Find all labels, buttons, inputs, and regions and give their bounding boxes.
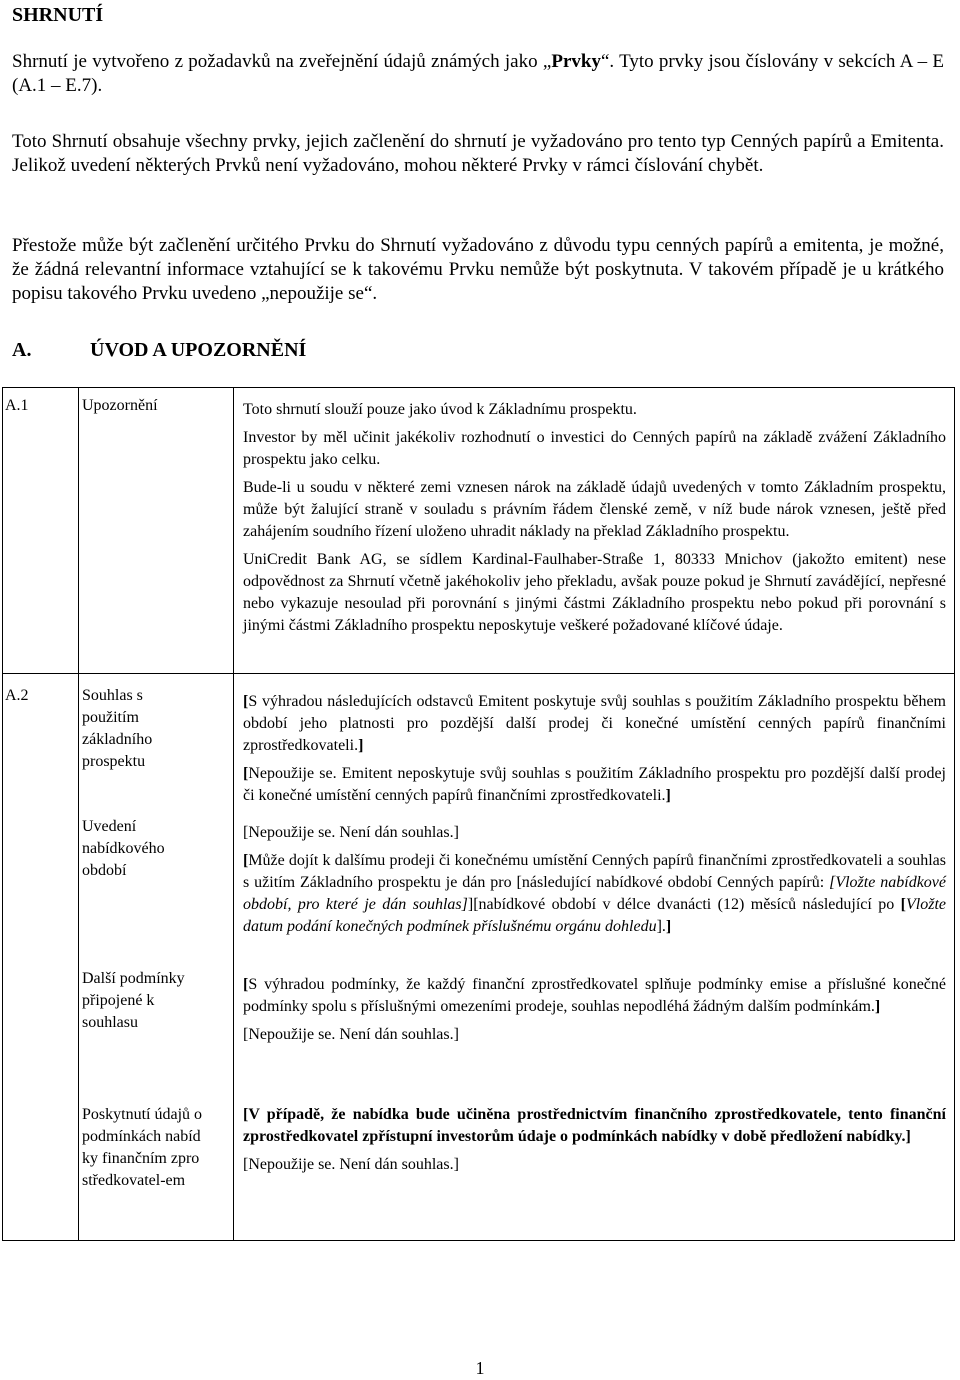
intro-text-cont: “. Tyto prvky jsou číslovány v sekcích A – E (A.1 – E.7). [12,51,944,96]
bold-statement: [V případě, že nabídka bude učiněna prostřednictvím finančního zprostředkovatele, tento finanční zprostředkovatel zpřístupní investorům údaje o podmínkách nabídky v době předložení nabídky.] [243,1106,946,1145]
bracket-text: S výhradou následujících odstavců Emitent poskytuje svůj souhlas s použitím Základního prospektu během období jeho platnosti pro pozdější další prodej či konečné umístění cenných papírů finančními zprostředkovateli. [243,693,946,754]
bracket-text: ][nabídkové období v délce dvanácti (12) měsíců následující po [467,896,901,913]
placeholder-text: Vložte datum podání konečných podmínek příslušnému orgánu dohledu [243,896,946,935]
section-letter: A. [12,339,32,361]
intro-paragraph-1 [12,50,944,98]
content-paragraph [243,763,946,807]
element-label-souhlas: Souhlas s použitím základního prospektu [82,687,153,770]
row-divider [3,673,954,674]
element-content-souhlas [243,691,946,813]
content-paragraph: UniCredit Bank AG, se sídlem Kardinal-Faulhaber-Straße 1, 80333 Mnichov (jakožto emitent) nese odpovědnost za Shrnutí včetně jakéhokoliv jeho překladu, avšak pouze pokud je Shrnutí zavádějící, nepřesné nebo vykazuje nesoulad při porovnání s jinými částmi Základního prospektu nebo pokud při porovnání s jinými částmi Základního prospektu neposkytuje veškeré požadované klíčové údaje. [243,551,946,634]
element-id-a2: A.2 [5,687,29,704]
column-divider [78,388,79,1240]
content-paragraph: Bude-li u soudu v některé zemi vznesen nárok na základě údajů uvedených v tomto Základním prospektu, může být žalující straně v souladu s právním řádem členské země, v níž bude nárok vznesen, ještě před zahájením soudního řízení uloženo uhradit náklady na překlad Základního prospektu. [243,479,946,540]
element-label-nabidkove-obdobi: Uvedení nabídkového období [82,818,165,879]
element-content-poskytnuti-udaju [243,1104,946,1182]
prvky-term: Prvky [551,51,601,72]
bracket: ] [665,918,672,935]
bracket: [ [243,693,249,710]
section-title: ÚVOD A UPOZORNĚNÍ [90,339,307,361]
element-content-dalsi-podminky [243,974,946,1052]
bracket: [ [243,976,249,993]
page-title: SHRNUTÍ [12,4,104,26]
bracket-text: ]. [656,918,666,935]
element-id-a1: A.1 [5,397,29,414]
column-divider [233,388,234,1240]
content-paragraph [243,850,946,938]
content-paragraph [243,691,946,757]
page-number: 1 [475,1358,485,1378]
section-heading [12,338,306,362]
element-label-dalsi-podminky: Další podmínky připojené k souhlasu [82,970,185,1031]
content-paragraph: Toto shrnutí slouží pouze jako úvod k Základnímu prospektu. [243,401,637,418]
element-label-poskytnuti-udaju: Poskytnutí údajů o podmínkách nabídky finančním zprostředkovatel-em [82,1106,203,1189]
bracket: ] [874,998,881,1015]
placeholder-text: [Vložte nabídkové období, pro které je dán souhlas] [243,874,947,913]
bracket-text: Nepoužije se. Emitent neposkytuje svůj souhlas s použitím Základního prospektu pro pozdější další prodej či konečné umístění cenných papírů finančními zprostředkovateli. [243,765,946,804]
content-paragraph: [Nepoužije se. Není dán souhlas.] [243,824,459,841]
content-paragraph: [Nepoužije se. Není dán souhlas.] [243,1156,459,1173]
bracket: [ [243,852,249,869]
content-paragraph [243,1104,946,1148]
bracket-text: S výhradou podmínky, že každý finanční zprostředkovatel splňuje podmínky emise a příslušné konečné podmínky spolu s příslušnými omezeními prodeje, souhlas nepodléhá žádným dalším podmínkám. [243,976,946,1015]
bracket: [ [900,896,906,913]
element-label-upozorneni: Upozornění [82,397,158,414]
bracket: [ [243,765,249,782]
bracket: ] [358,737,364,754]
element-content-nabidkove-obdobi [243,822,946,944]
summary-table [2,387,955,1241]
content-paragraph: [Nepoužije se. Není dán souhlas.] [243,1026,459,1043]
content-paragraph [243,974,946,1018]
quote-mark: „ [542,51,552,72]
intro-paragraph-3: Přestože může být začlenění určitého Prvku do Shrnutí vyžadováno z důvodu typu cenných papírů a emitenta, je možné, že žádná relevantní informace vztahující se k takovému Prvku nemůže být poskytnuta. V takovém případě je u krátkého popisu takového Prvku uvedeno „nepoužije se“. [12,235,944,304]
bracket: ] [665,787,671,804]
content-paragraph: Investor by měl učinit jakékoliv rozhodnutí o investici do Cenných papírů na základě zvážení Základního prospektu jako celku. [243,429,946,468]
element-content-a1 [243,399,946,643]
intro-paragraph-2: Toto Shrnutí obsahuje všechny prvky, jejich začlenění do shrnutí je vyžadováno pro tento typ Cenných papírů a Emitenta. Jelikož uvedení některých Prvků není vyžadováno, mohou některé Prvky v rámci číslování chybět. [12,131,944,176]
intro-text: Shrnutí je vytvořeno z požadavků na zveřejnění údajů známých jako [12,51,543,72]
bracket-text: Může dojít k dalšímu prodeji či konečnému umístění Cenných papírů finančními zprostředkovateli a souhlas s užitím Základního prospektu je dán pro [následující nabídkové období Cenných papírů: [243,852,946,891]
